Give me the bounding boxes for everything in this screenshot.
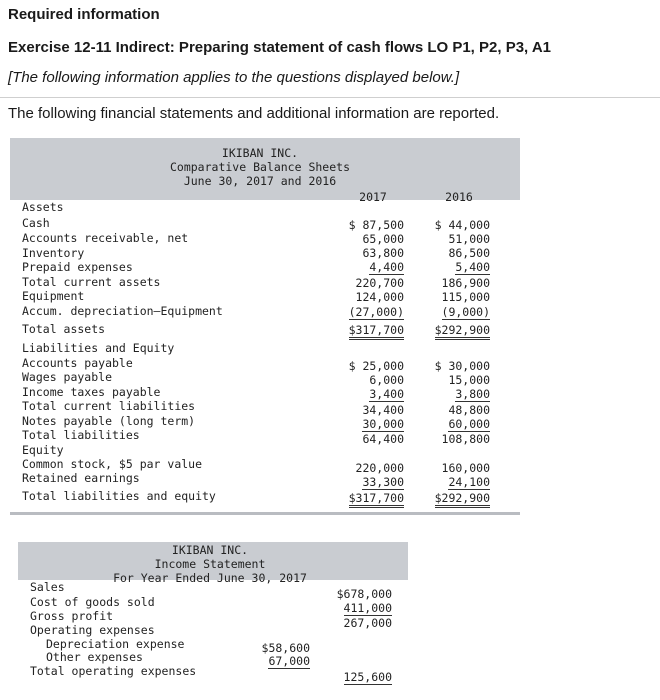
value-2016: $292,900 bbox=[435, 491, 490, 508]
value-2017: 3,400 bbox=[369, 387, 404, 401]
exercise-title: Exercise 12-11 Indirect: Preparing statement of cash flows LO P1, P2, P3, A1 bbox=[8, 39, 551, 56]
row-label: Cash bbox=[22, 216, 50, 230]
value-2017: 34,400 bbox=[362, 403, 404, 417]
bs-date: June 30, 2017 and 2016 bbox=[183, 174, 337, 188]
bs-title: Comparative Balance Sheets bbox=[169, 160, 350, 174]
value-2016: $292,900 bbox=[435, 323, 490, 340]
row-label: Equipment bbox=[22, 289, 85, 303]
row-label: Total liabilities and equity bbox=[22, 489, 216, 503]
value-2017: 6,000 bbox=[369, 373, 404, 387]
total-opex-label: Total operating expenses bbox=[30, 664, 197, 678]
row-label: Accounts receivable, net bbox=[22, 231, 189, 245]
value-2017: 30,000 bbox=[362, 417, 404, 431]
value-2016: 115,000 bbox=[441, 290, 490, 304]
equity-heading: Equity bbox=[22, 443, 64, 457]
value-2016: 15,000 bbox=[448, 373, 490, 387]
depreciation-value: $58,600 bbox=[261, 641, 310, 655]
row-label: Total liabilities bbox=[22, 428, 140, 442]
cogs-label: Cost of goods sold bbox=[30, 595, 155, 609]
gross-profit-value: 267,000 bbox=[343, 616, 392, 630]
row-label: Income taxes payable bbox=[22, 385, 161, 399]
applies-note: [The following information applies to the questions displayed below.] bbox=[8, 69, 460, 86]
value-2016: 160,000 bbox=[441, 461, 490, 475]
value-2017: 220,000 bbox=[355, 461, 404, 475]
value-2016: $ 30,000 bbox=[434, 359, 490, 373]
is-title: Income Statement bbox=[154, 557, 266, 571]
value-2017: 4,400 bbox=[369, 260, 404, 274]
other-expenses-label: Other expenses bbox=[46, 650, 143, 664]
bs-company: IKIBAN INC. bbox=[221, 146, 299, 160]
row-label: Accounts payable bbox=[22, 356, 133, 370]
value-2017: $ 25,000 bbox=[348, 359, 404, 373]
intro-text: The following financial statements and additional information are reported. bbox=[8, 105, 500, 122]
sales-label: Sales bbox=[30, 580, 65, 594]
is-company: IKIBAN INC. bbox=[171, 543, 249, 557]
required-information-heading: Required information bbox=[8, 6, 160, 23]
value-2017: 33,300 bbox=[362, 475, 404, 489]
value-2016: 86,500 bbox=[448, 246, 490, 260]
value-2016: 24,100 bbox=[448, 475, 490, 489]
value-2016: 3,800 bbox=[455, 387, 490, 401]
value-2016: $ 44,000 bbox=[434, 218, 490, 232]
row-label: Accum. depreciation—Equipment bbox=[22, 304, 223, 318]
balance-sheet-bottom-bar bbox=[10, 512, 520, 515]
value-2016: 60,000 bbox=[448, 417, 490, 431]
value-2016: 51,000 bbox=[448, 232, 490, 246]
row-label: Common stock, $5 par value bbox=[22, 457, 203, 471]
value-2017: 64,400 bbox=[362, 432, 404, 446]
bs-col-2017: 2017 bbox=[359, 190, 387, 204]
row-label: Wages payable bbox=[22, 370, 113, 384]
row-label: Total current assets bbox=[22, 275, 161, 289]
value-2017: 63,800 bbox=[362, 246, 404, 260]
assets-heading: Assets bbox=[22, 200, 64, 214]
liabilities-equity-heading: Liabilities and Equity bbox=[22, 341, 175, 355]
value-2017: (27,000) bbox=[348, 305, 404, 319]
opex-heading: Operating expenses bbox=[30, 623, 155, 637]
gross-profit-label: Gross profit bbox=[30, 609, 114, 623]
total-opex-value: 125,600 bbox=[343, 670, 392, 684]
depreciation-label: Depreciation expense bbox=[46, 637, 185, 651]
sales-value: $678,000 bbox=[336, 587, 392, 601]
row-label: Inventory bbox=[22, 246, 85, 260]
divider bbox=[0, 97, 660, 98]
row-label: Retained earnings bbox=[22, 471, 140, 485]
row-label: Total assets bbox=[22, 322, 106, 336]
value-2017: $ 87,500 bbox=[348, 218, 404, 232]
value-2017: 65,000 bbox=[362, 232, 404, 246]
cogs-value: 411,000 bbox=[343, 601, 392, 615]
value-2017: 220,700 bbox=[355, 276, 404, 290]
bs-col-2016: 2016 bbox=[445, 190, 473, 204]
row-label: Prepaid expenses bbox=[22, 260, 133, 274]
is-period: For Year Ended June 30, 2017 bbox=[113, 571, 307, 585]
value-2017: $317,700 bbox=[349, 323, 404, 340]
value-2017: $317,700 bbox=[349, 491, 404, 508]
value-2016: 108,800 bbox=[441, 432, 490, 446]
value-2016: (9,000) bbox=[441, 305, 490, 319]
row-label: Total current liabilities bbox=[22, 399, 196, 413]
row-label: Notes payable (long term) bbox=[22, 414, 196, 428]
value-2016: 48,800 bbox=[448, 403, 490, 417]
value-2016: 186,900 bbox=[441, 276, 490, 290]
value-2017: 124,000 bbox=[355, 290, 404, 304]
other-expenses-value: 67,000 bbox=[268, 654, 310, 668]
value-2016: 5,400 bbox=[455, 260, 490, 274]
